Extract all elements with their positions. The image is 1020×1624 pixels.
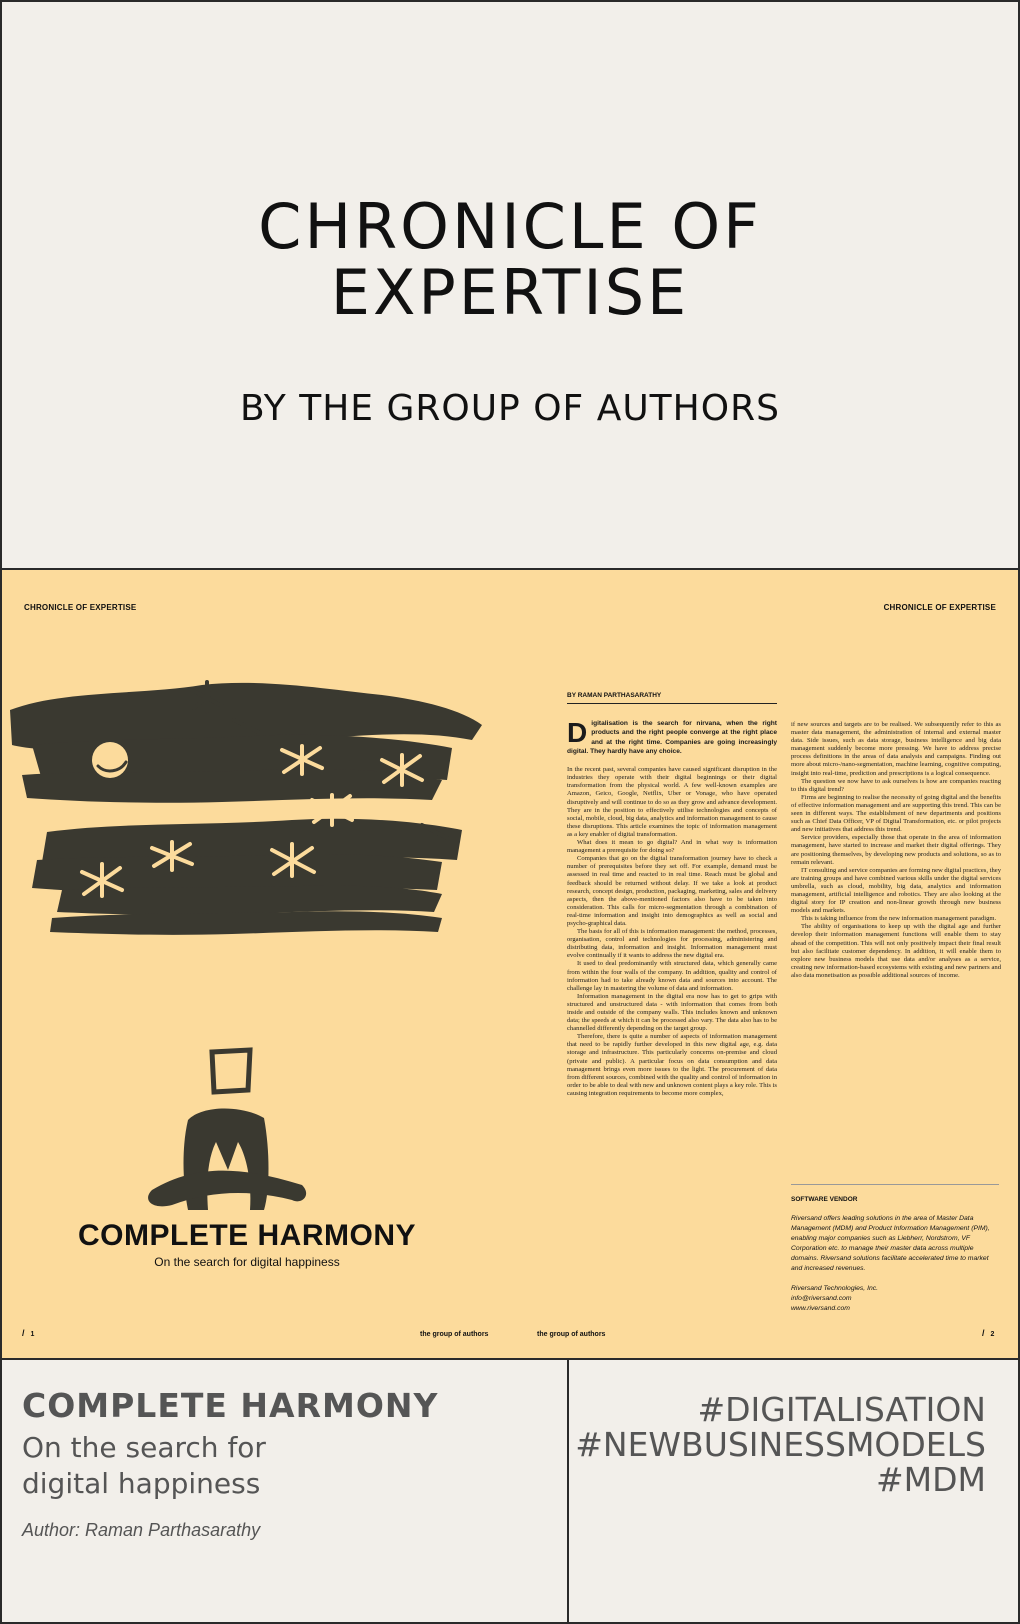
hashtag[interactable]: #NEWBUSINESSMODELS — [575, 1425, 986, 1464]
vendor-title: SOFTWARE VENDOR — [791, 1196, 858, 1203]
page-mark-icon: / — [982, 1328, 985, 1338]
byline-rule — [567, 703, 777, 704]
article-paragraph: The basis for all of this is information management: the method, processes, organisation, control and technologies for processing, administering and distributing data, information and insight. Information management must evolve continually if it wants to address the new digital era. — [567, 928, 777, 960]
article-paragraph: This is taking influence from the new information management paradigm. — [801, 915, 997, 923]
tags-panel — [567, 1358, 1020, 1624]
hashtag[interactable]: #DIGITALISATION — [697, 1390, 986, 1429]
article-column-2 — [791, 721, 1001, 980]
article-byline: BY RAMAN PARTHASARATHY — [567, 692, 662, 699]
page-number-left — [22, 1328, 34, 1338]
running-head-left: CHRONICLE OF EXPERTISE — [24, 603, 137, 612]
article-paragraph: Information management in the digital era now has to get to grips with structured and unstructured data - with information that comes from both inside and outside of the company walls. This includes known and unknown data; the speeds at which it can be processed also vary. The data also has to be channelled differently depending on the target group. — [567, 992, 777, 1033]
article-paragraph: In the recent past, several companies have caused significant disruption in the industries they operate with their digital beginnings or their digital transformation from the physical world. A few well-known examples are Amazon, Geico, Google, Netflix, Uber or Vonage, who have operated disruptively and will continue to do so as they grow and advance development. They are in the position to effectively utilise technologies and concepts of social, mobile, cloud, big data, analytics and information management to cause these disruptions. This article examines the topic of information management as a key enabler of digital transformation. — [567, 766, 777, 838]
article-paragraph: The ability of organisations to keep up with the digital age and further develop their information management functions will enable them to stay ahead of the competition. This will not only positively impact their final result but also facilitate customer dependency. In addition, it will enable them to explore new business models that use data and/or analyses as a service, creating new information-based ecosystems with existing and new partners and also data monetisation as possible additional sources of income. — [791, 923, 1001, 979]
vendor-contact — [791, 1284, 1001, 1314]
article-paragraph: It used to deal predominantly with structured data, which generally came from within the four walls of the company. In addition, quality and control of information had to take already known data and sources into account. The challenge lay in mastering the volume of data and information. — [567, 960, 777, 992]
running-head-right: CHRONICLE OF EXPERTISE — [883, 603, 996, 612]
page-number-left-value: 1 — [30, 1331, 35, 1338]
summary-author: Author: Raman Parthasarathy — [22, 1520, 261, 1540]
vendor-description: Riversand offers leading solutions in the area of Master Data Management (MDM) and Product Information Management (PIM), enabling major companies such as Liebherr, Nordstrom, VF Corporation etc. to manage their master data across multiple domains. Riversand solutions facilitate accelerated time to market and increased revenues. — [791, 1215, 990, 1272]
article-paragraph: if new sources and targets are to be realised. We subsequently refer to this as master data management, the administration of internal and external master data. Side issues, such as data storage, business intelligence and big data management suddenly become more pressing. We have to address precise process definitions in the areas of data analysis and campaigns. Finding out more about micro-/nano-segmentation, machine learning, cognitive computing, insight into real-time, prediction and prescriptions is a logical consequence. — [791, 721, 1001, 777]
article-paragraph: The question we now have to ask ourselves is how are companies reacting to this digital trend? — [791, 777, 1001, 793]
page-number-right-value: 2 — [990, 1331, 995, 1338]
cover-panel — [0, 0, 1020, 570]
page-mark-icon: / — [22, 1328, 25, 1338]
article-paragraph: Firms are beginning to realise the necessity of going digital and the benefits of effective information management and are supporting this trend. This can be seen in different ways. The establishment of new departments and positions such as Chief Data Officer, VP of Digital Transformation, etc. or pilot projects and new initiatives that address this trend. — [791, 793, 1001, 834]
hashtag[interactable]: #MDM — [875, 1460, 986, 1499]
vendor-company: Riversand Technologies, Inc. — [791, 1285, 879, 1292]
summary-panel — [0, 1358, 569, 1624]
article-paragraph: What does it mean to go digital? And in what way is information management a prerequisite for doing so? — [567, 839, 777, 855]
article-column-1 — [567, 719, 777, 1098]
page-number-right — [982, 1328, 994, 1338]
vendor-rule — [791, 1184, 999, 1185]
cover-title-line1: CHRONICLE OF — [258, 190, 762, 263]
magazine-spread — [0, 568, 1020, 1360]
hashtag-list — [575, 1392, 986, 1497]
vendor-email: info@riversand.com — [791, 1295, 852, 1302]
article-paragraph: Companies that go on the digital transformation journey have to check a number of prerequisites before they set off. For example, demand must be assessed in real time and reacted to in real time. Reach must be global and feedback should be returned without delay. If we take a look at product research, concept design, production, packaging, marketing, sales and delivery aspects, then the above-mentioned factors also have to be taken into consideration. This calls for micro-segmentation through a combination of real-time information and insight into demographics as well as social and psycho-graphical data. — [567, 855, 777, 927]
article-paragraph: Therefore, there is quite a number of aspects of information management that need to be rapidly further developed in this new digital age, e.g. data storage and infrastructure. This particularly concerns on-premise and cloud (private and public). A particular focus on data consumption and data management brings even more issues to the light. The procurement of data from different sources, combined with the quality and control of information in order to be able to deal with new and unknown content plays a key role. This is causing integration requirements to become more complex, — [567, 1033, 777, 1097]
footer-left: the group of authors — [420, 1331, 489, 1338]
footer-right: the group of authors — [537, 1331, 606, 1338]
cover-title-line2: EXPERTISE — [330, 256, 690, 329]
night-sky-meditation-illustration — [2, 650, 492, 1210]
cover-subtitle: BY THE GROUP OF AUTHORS — [240, 388, 780, 429]
spread-headline: COMPLETE HARMONY — [78, 1219, 416, 1252]
article-lead — [567, 719, 777, 756]
article-paragraph: IT consulting and service companies are forming new digital practices, they are training groups and have combined various skills under the digital services umbrella, such as cloud, mobility, big data, analytics and information management, artificial intelligence and robotics. They are also looking at the digital story for IP creation and non-linear growth through new business models and markets. — [791, 866, 1002, 915]
summary-title: COMPLETE HARMONY — [22, 1386, 439, 1425]
spread-subheadline: On the search for digital happiness — [154, 1255, 340, 1269]
article-paragraph: Service providers, especially those that operate in the area of information management, have started to increase and market their digital offerings. They are positioning themselves, by developing new products and solutions, so as to remain relevant. — [791, 834, 1001, 866]
summary-subtitle: On the search for digital happiness — [22, 1431, 266, 1500]
cover-title — [2, 190, 1018, 329]
drop-cap: D — [567, 717, 588, 748]
vendor-website: www.riversand.com — [791, 1305, 850, 1312]
article-lead-text: igitalisation is the search for nirvana, when the right products and the right people converge at the right place and at the right time. Companies are going increasingly digital. They hardly have any choice. — [567, 720, 777, 755]
